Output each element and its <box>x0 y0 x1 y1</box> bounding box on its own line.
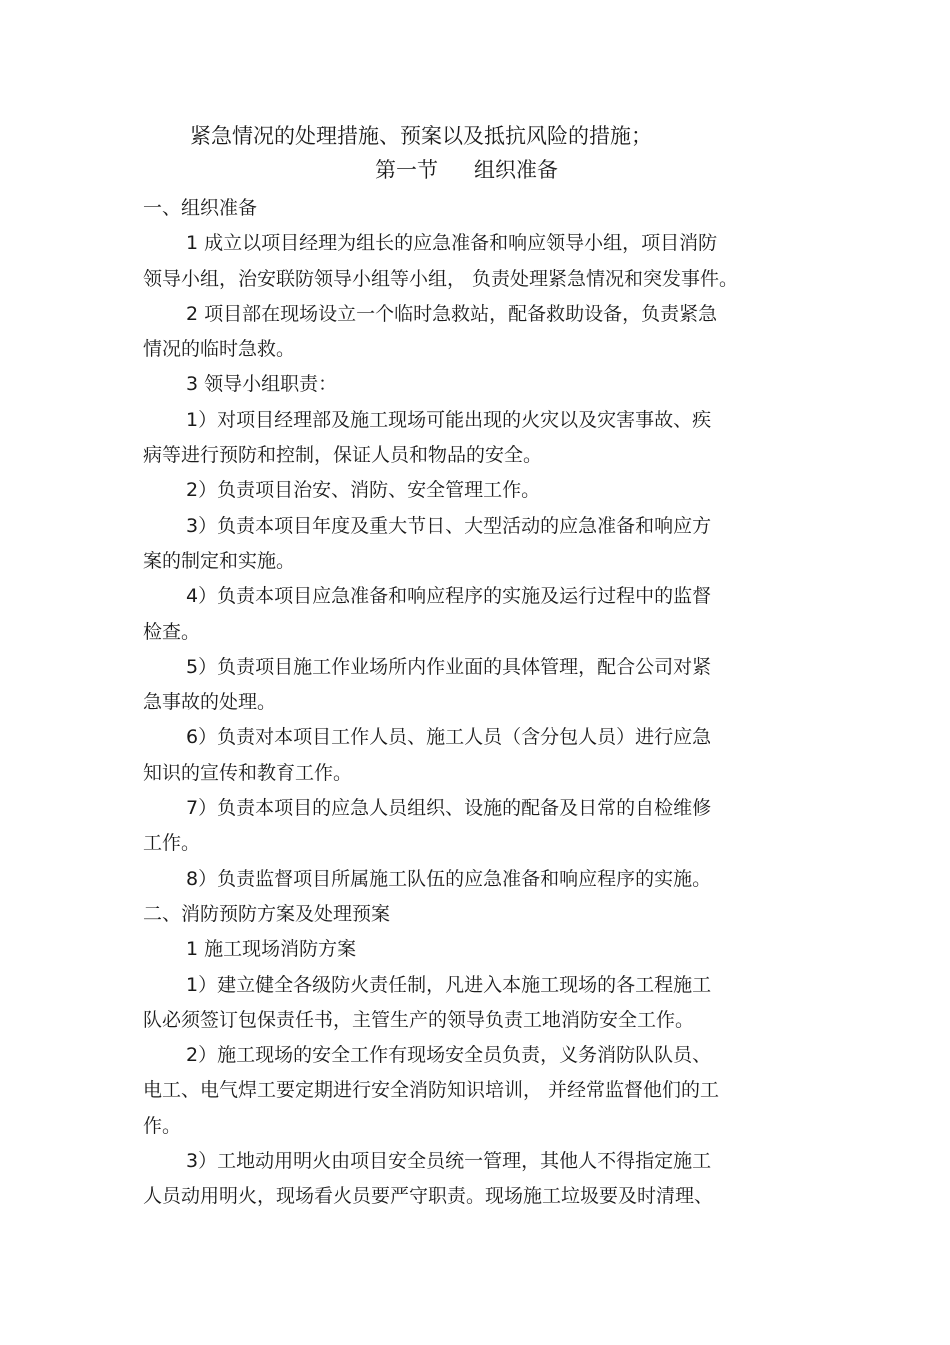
text-line: 队必须签订包保责任书，主管生产的领导负责工地消防安全工作。 <box>143 1008 695 1031</box>
text-line: 1）对项目经理部及施工现场可能出现的火灾以及灾害事故、疾 <box>186 408 712 431</box>
text-line: 人员动用明火，现场看火员要严守职责。现场施工垃圾要及时清理、 <box>143 1185 714 1208</box>
text-line: 一、组织准备 <box>143 197 258 219</box>
text-line: 1 施工现场消防方案 <box>186 938 357 961</box>
text-line: 案的制定和实施。 <box>143 549 296 572</box>
text-line: 1）建立健全各级防火责任制，凡进入本施工现场的各工程施工 <box>186 973 712 996</box>
text-line: 2）负责项目治安、消防、安全管理工作。 <box>186 479 541 502</box>
text-line: 二、消防预防方案及处理预案 <box>143 902 391 925</box>
text-line: 1 成立以项目经理为组长的应急准备和响应领导小组，项目消防 <box>186 232 718 255</box>
text-line: 3）负责本项目年度及重大节日、大型活动的应急准备和响应方 <box>186 514 712 537</box>
text-line: 作。 <box>143 1114 182 1137</box>
text-line: 知识的宣传和教育工作。 <box>143 761 353 784</box>
text-line: 急事故的处理。 <box>143 691 277 714</box>
text-line: 领导小组，治安联防领导小组等小组， 负责处理紧急情况和突发事件。 <box>143 267 739 290</box>
document-body <box>143 191 798 1215</box>
text-line: 4）负责本项目应急准备和响应程序的实施及运行过程中的监督 <box>186 585 712 608</box>
text-line: 检查。 <box>143 620 201 643</box>
text-line: 电工、电气焊工要定期进行安全消防知识培训， 并经常监督他们的工 <box>143 1079 720 1102</box>
section-heading <box>375 155 558 185</box>
text-line: 情况的临时急救。 <box>143 338 296 361</box>
text-line: 3）工地动用明火由项目安全员统一管理，其他人不得指定施工 <box>186 1150 712 1173</box>
text-line: 7）负责本项目的应急人员组织、设施的配备及日常的自检维修 <box>186 797 712 820</box>
text-line: 8）负责监督项目所属施工队伍的应急准备和响应程序的实施。 <box>186 867 712 890</box>
text-line: 工作。 <box>143 832 201 855</box>
text-line: 病等进行预防和控制，保证人员和物品的安全。 <box>143 444 543 467</box>
section-name: 组织准备 <box>474 158 558 182</box>
document-title: 紧急情况的处理措施、预案以及抵抗风险的措施； <box>190 124 652 148</box>
text-line: 3 领导小组职责： <box>186 373 338 396</box>
text-line: 5）负责项目施工作业场所内作业面的具体管理，配合公司对紧 <box>186 655 712 678</box>
section-number: 第一节 <box>375 158 438 182</box>
text-line: 2 项目部在现场设立一个临时急救站，配备救助设备，负责紧急 <box>186 302 718 325</box>
text-line: 6）负责对本项目工作人员、施工人员（含分包人员）进行应急 <box>186 726 712 749</box>
text-line: 2）施工现场的安全工作有现场安全员负责，义务消防队队员、 <box>186 1044 712 1067</box>
